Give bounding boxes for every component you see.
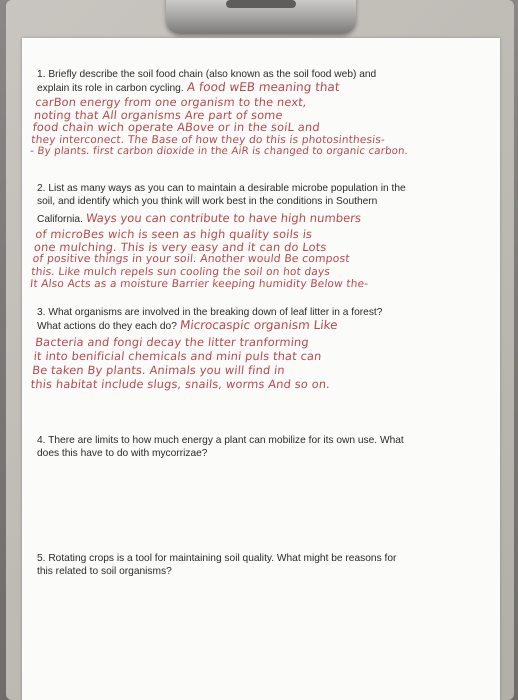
question-2-line-3 xyxy=(37,212,477,226)
question-3-line-2-text: What actions do they each do? xyxy=(37,321,177,332)
question-5-prompt xyxy=(37,552,477,578)
question-1-line-1: 1. Briefly describe the soil food chain (also known as the soil food web) and xyxy=(37,69,377,80)
answer-3-line-2: it into benificial chemicals and mini puls that can xyxy=(33,349,323,363)
question-3-line-2 xyxy=(37,319,477,333)
answer-1-handwriting xyxy=(29,96,484,159)
question-4-line-1: 4. There are limits to how much energy a plant can mobilize for its own use. What xyxy=(37,435,404,446)
answer-1-line-1: carBon energy from one organism to the next, xyxy=(34,95,308,109)
question-3-prompt xyxy=(37,306,477,333)
clipboard-clip xyxy=(166,0,356,34)
answer-1-line-5: - By plants. first carbon dioxide in the AiR is changed to organic carbon. xyxy=(29,146,409,158)
answer-2-line-4: this. Like mulch repels sun cooling the soil on hot days xyxy=(30,265,331,278)
question-2-line-1: 2. List as many ways as you can to maintain a desirable microbe population in the xyxy=(37,183,406,194)
question-2-prompt xyxy=(37,182,477,226)
worksheet-page xyxy=(22,38,500,700)
answer-3-handwriting xyxy=(30,335,484,391)
answer-3-line-3: Be taken By plants. Animals you will find in xyxy=(31,363,286,377)
answer-1-inline: A food wEB meaning that xyxy=(185,80,340,94)
answer-3-line-1: Bacteria and fongi decay the litter tranforming xyxy=(34,335,310,349)
question-1-line-2 xyxy=(37,81,477,95)
question-2-line-3-text: California. xyxy=(37,214,83,225)
question-5-line-2: this related to soil organisms? xyxy=(37,566,172,577)
answer-3-line-4: this habitat include slugs, snails, worms And so on. xyxy=(30,377,331,391)
question-4-line-2: does this have to do with mycorrizae? xyxy=(37,448,208,459)
question-1-line-2-text: explain its role in carbon cycling. xyxy=(37,83,184,94)
answer-1-line-2: noting that All organisms Are part of some xyxy=(33,107,284,122)
question-1-prompt xyxy=(37,68,477,95)
answer-2-line-1: of microBes wich is seen as high quality soils is xyxy=(34,227,313,241)
question-3-line-1: 3. What organisms are involved in the breaking down of leaf litter in a forest? xyxy=(37,307,383,318)
answer-2-line-3: of positive things in your soil. Another would Be compost xyxy=(32,252,351,266)
answer-1-line-4: they interconect. The Base of how they do this is photosinthesis- xyxy=(30,133,386,146)
answer-2-inline: Ways you can contribute to have high numbers xyxy=(85,211,362,225)
answer-2-line-2: one mulching. This is very easy and it can do Lots xyxy=(33,239,328,254)
question-2-line-2: soil, and identify which you think will work best in the conditions in Southern xyxy=(37,196,378,207)
answer-1-line-3: food chain wich operate ABove or in the soiL and xyxy=(31,120,321,135)
answer-2-line-5: It Also Acts as a moisture Barrier keeping humidity Below the- xyxy=(29,278,369,291)
answer-2-handwriting xyxy=(29,228,484,291)
question-4-prompt xyxy=(37,434,477,460)
answer-3-inline: Microcaspic organism Like xyxy=(179,318,339,332)
question-5-line-1: 5. Rotating crops is a tool for maintaining soil quality. What might be reasons for xyxy=(37,553,397,564)
